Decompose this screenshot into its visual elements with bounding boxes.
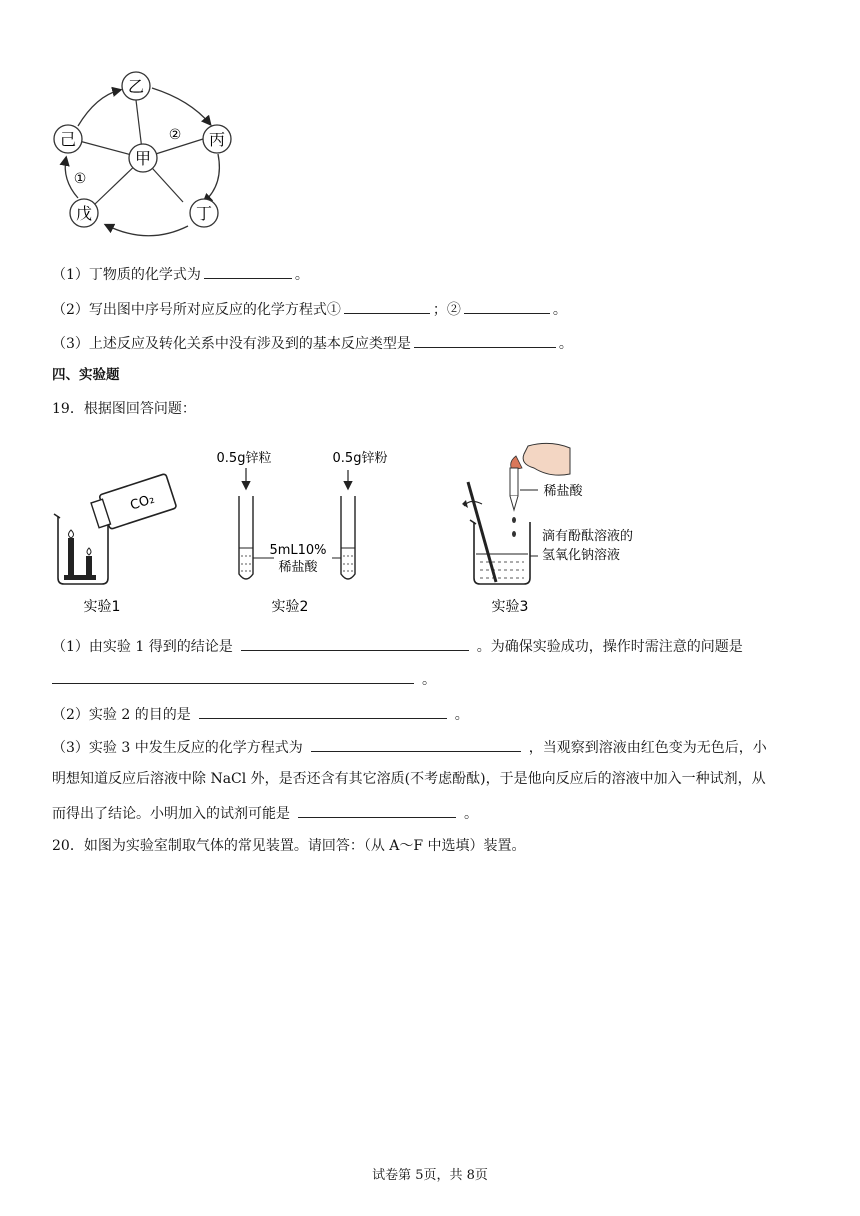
experiment-figure — [50, 438, 690, 620]
node-ding — [190, 199, 218, 227]
exp3-apparatus — [462, 443, 633, 584]
svg-text:乙: 乙 — [127, 77, 145, 96]
q18-part2: （2）写出图中序号所对应反应的化学方程式① ；② 。 — [52, 298, 567, 320]
q19-part1: （1）由实验 1 得到的结论是 。为确保实验成功，操作时需注意的问题是 — [52, 635, 743, 657]
node-yi — [122, 72, 150, 100]
svg-text:甲: 甲 — [134, 149, 152, 168]
node-ji — [54, 125, 82, 153]
q18-part3: （3）上述反应及转化关系中没有涉及到的基本反应类型是 。 — [52, 332, 573, 354]
svg-text:戊: 戊 — [75, 204, 93, 223]
exp2-apparatus — [217, 450, 388, 579]
answer-blank[interactable] — [344, 298, 430, 314]
answer-blank[interactable] — [199, 703, 447, 719]
marker-2: ② — [168, 127, 182, 143]
svg-text:5mL10%: 5mL10% — [269, 543, 327, 558]
answer-blank[interactable] — [311, 736, 521, 752]
q19-part2: （2）实验 2 的目的是 。 — [52, 703, 469, 725]
q19-part3: （3）实验 3 中发生反应的化学方程式为 ，当观察到溶液由红色变为无色后，小 — [52, 736, 767, 758]
q18-part1: （1）丁物质的化学式为 。 — [52, 263, 309, 285]
svg-text:滴有酚酞溶液的: 滴有酚酞溶液的 — [542, 529, 634, 544]
cycle-diagram — [40, 62, 260, 252]
answer-blank[interactable] — [414, 332, 556, 348]
q19-part1-cont: 。 — [52, 668, 436, 690]
svg-text:丙: 丙 — [208, 130, 226, 149]
svg-text:氢氧化钠溶液: 氢氧化钠溶液 — [542, 548, 621, 563]
q19-part3-line3: 而得出了结论。小明加入的试剂可能是 。 — [52, 802, 478, 824]
svg-text:稀盐酸: 稀盐酸 — [278, 560, 318, 575]
answer-blank[interactable] — [241, 635, 469, 651]
q19-stem: 19．根据图回答问题： — [52, 401, 196, 417]
marker-1: ① — [73, 171, 87, 187]
q20-stem: 20．如图为实验室制取气体的常见装置。请回答：（从 A～F 中选填）装置。 — [52, 838, 526, 854]
node-wu — [70, 199, 98, 227]
svg-text:己: 己 — [59, 130, 77, 149]
exp2-label: 实验2 — [271, 599, 309, 615]
exp3-label: 实验3 — [491, 599, 529, 615]
node-bing — [203, 125, 231, 153]
answer-blank[interactable] — [464, 298, 550, 314]
exp1-apparatus — [54, 474, 177, 584]
answer-blank[interactable] — [298, 802, 456, 818]
svg-text:0.5g锌粒: 0.5g锌粒 — [216, 451, 272, 466]
svg-text:稀盐酸: 稀盐酸 — [543, 484, 583, 499]
answer-blank[interactable] — [204, 263, 292, 279]
answer-blank[interactable] — [52, 668, 414, 684]
page-footer: 试卷第 5页，共 8页 — [372, 1168, 488, 1183]
exp1-label: 实验1 — [83, 599, 121, 615]
node-jia-center — [129, 144, 157, 172]
section-title: 四、实验题 — [52, 367, 120, 383]
q19-part3-line2: 明想知道反应后溶液中除 NaCl 外，是否还含有其它溶质(不考虑酚酞)，于是他向反应后的溶液中加入一种试剂，从 — [52, 771, 766, 787]
svg-text:0.5g锌粉: 0.5g锌粉 — [332, 451, 388, 466]
svg-text:丁: 丁 — [195, 204, 213, 223]
svg-text:CO₂: CO₂ — [128, 491, 157, 514]
